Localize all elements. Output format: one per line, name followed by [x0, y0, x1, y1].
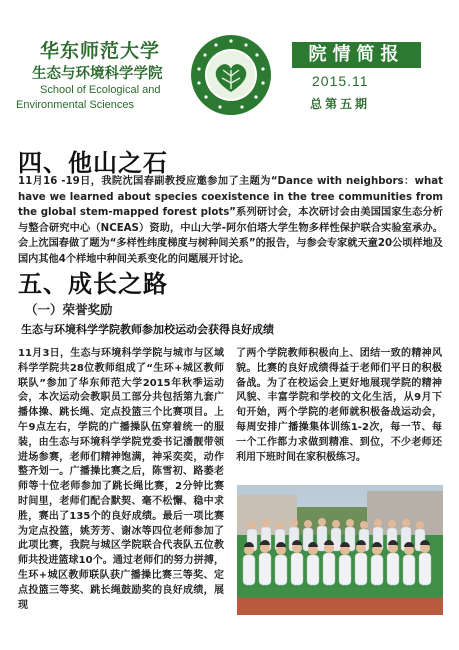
article-column-left: 11月3日，生态与环境科学学院与城市与区域科学学院共28位教师组成了“生环+城区教师联队”参加了华东师范大学2015年秋季运动会，本次运动会教职员工部分共包括第九套广播体操、跳长绳、定点投篮三个比赛项目。上午9点左右，学院的广播操队伍穿着统一的服装，由生态与环境科学学院党委书记潘靓带领进场参赛，老师们精神饱满，神采奕奕，动作整齐划一。广播操比赛之后，陈雪初、路萎老师等十位老师参加了跳长绳比赛，2分钟比赛时间里，老师们配合默契、毫不松懈、稳中求胜，赛出了135个的良好成绩。最后一项比赛为定点投篮，姚芳芳、谢冰等四位老师参加了此项比赛，我院与城区学院联合代表队五位教师共投进篮球10个。通过老师们的努力拼搏，生环+城区教师联队获广播操比赛三等奖、定点投篮三等奖、跳长绳鼓励奖的良好成绩，展现: [18, 348, 224, 611]
issue-number: 总第五期: [310, 97, 371, 111]
newsletter-header: [0, 0, 459, 120]
university-name: 华东师范大学: [40, 40, 161, 62]
college-name: 生态与环境科学学院: [32, 66, 163, 82]
college-name-en-line1: School of Ecological and: [40, 84, 161, 96]
team-group-photo: [237, 485, 443, 615]
issue-date: 2015.11: [312, 73, 369, 89]
section5-subheading: （一）荣誉奖励: [25, 302, 113, 317]
section4-heading: 四、他山之石: [18, 149, 168, 177]
section4-paragraph: 11月16 -19日，我院沈国春副教授应邀参加了主题为“Dance with neighbors：what have we learned about species coexistence in the tree communities from the global stem-mapped forest plots”系列研讨会，本次研讨会由美国国家生态分析与整合研究中心（NCEAS）资助，中山大学-阿尔伯塔大学生物多样性保护联合实验室承办。会上沈国春做了题为“多样性纬度梯度与树种间关系”的报告，与参会专家就天童20公顷样地及国内其他4个样地中种间关系变化的问题展开讨论。: [18, 176, 443, 265]
section5-heading: 五、成长之路: [18, 270, 168, 298]
college-name-en-line2: Environmental Sciences: [16, 99, 135, 111]
article-column-right: 了两个学院教师积极向上、团结一致的精神风貌。比赛的良好成绩得益于老师们平日的积极备战。为了在校运会上更好地展现学院的精神风貌、丰富学院和学校的文化生活，从9月下旬开始，两个学院的老师就积极备战运动会，每周安排广播操集体训练1-2次，每一节、每一个工作都力求做到精准、到位，不少老师还利用下班时间在家积极练习。: [236, 348, 442, 463]
article-title: 生态与环境科学学院教师参加校运动会获得良好成绩: [21, 323, 274, 336]
college-seal-logo: [190, 34, 272, 116]
newsletter-title: 院情简报: [292, 42, 421, 68]
